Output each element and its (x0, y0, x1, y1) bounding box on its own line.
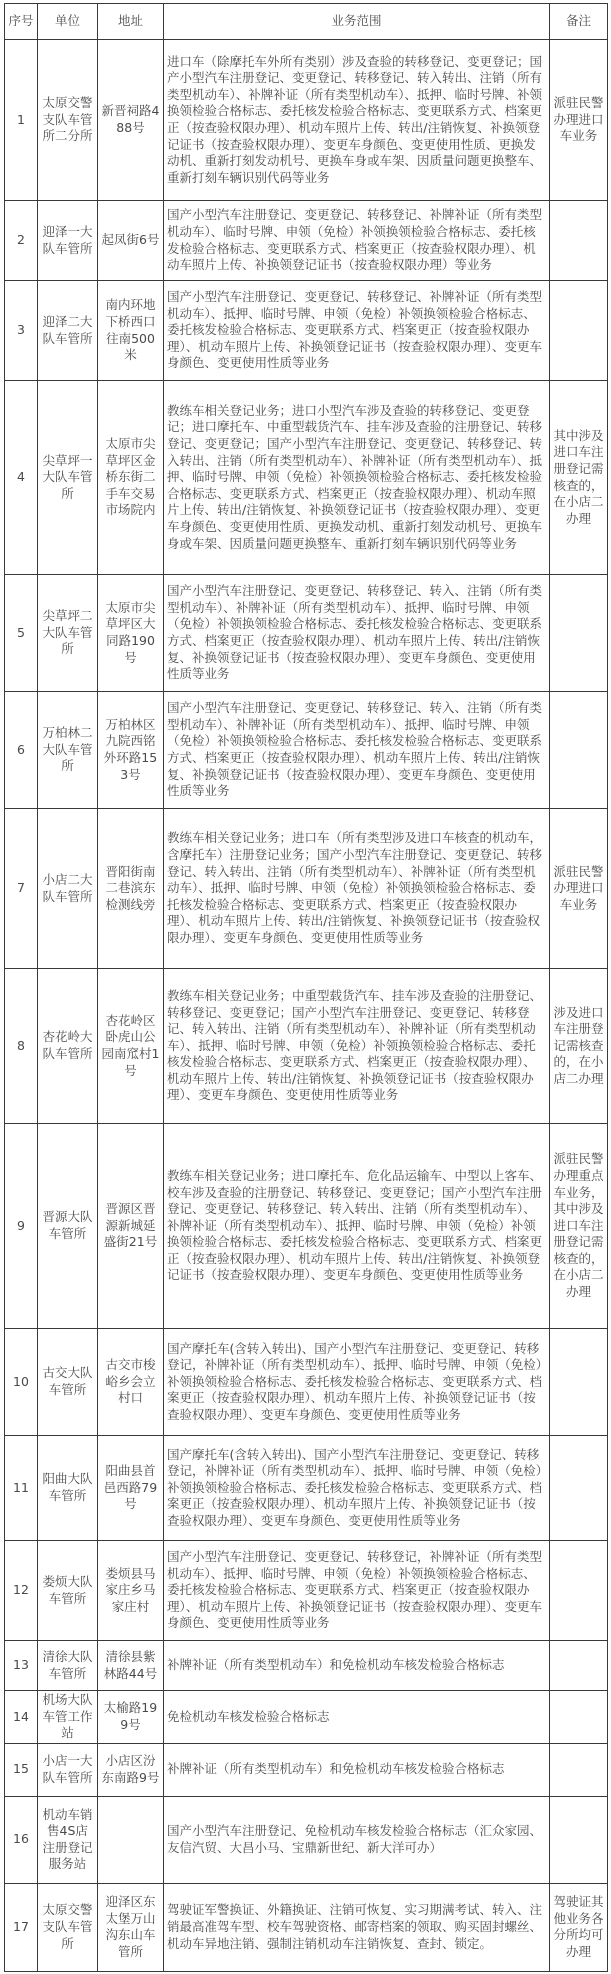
row-number-cell: 10 (5, 1329, 38, 1436)
header-note: 备注 (550, 4, 608, 40)
business-scope-cell: 国产摩托车(含转入转出)、国产小型汽车注册登记、变更登记、转移登记，补牌补证（所有类型机动车）、抵押、临时号牌、申领（免检）补领换领检验合格标志、委托核发检验合格标志、变更联系方式、档案更正（按查验权限办理）、机动车照片上传、补换领登记证书（按查验权限办理）、变更车身颜色、变更使用性质等业务 (164, 1329, 550, 1436)
business-scope-cell: 免检机动车核发检验合格标志 (164, 1691, 550, 1744)
address-cell: 南内环地下桥西口往南500米 (98, 281, 164, 381)
address-cell: 太榆路199号 (98, 1691, 164, 1744)
business-scope-cell: 补牌补证（所有类型机动车）和免检机动车核发检验合格标志 (164, 1641, 550, 1691)
remark-cell (550, 201, 608, 281)
unit-name-cell: 万柏林二大队车管所 (38, 692, 98, 809)
table-row (5, 1124, 608, 1329)
remark-cell (550, 281, 608, 381)
table-row (5, 40, 608, 201)
table-row (5, 1691, 608, 1744)
table-row (5, 1641, 608, 1691)
table-row (5, 201, 608, 281)
row-number-cell: 3 (5, 281, 38, 381)
address-cell: 晋源区晋源新城延盛街21号 (98, 1124, 164, 1329)
row-number-cell: 1 (5, 40, 38, 201)
business-scope-cell: 教练车相关登记业务；进口车（所有类型涉及进口车核查的机动车，含摩托车）注册登记业务；国产小型汽车注册登记、变更登记、转移登记、转入转出、注销（所有类型机动车）、补牌补证（所有类型机动车）、抵押、临时号牌、申领（免检）补领换领检验合格标志、委托核发检验合格标志、变更联系方式、档案更正（按查验权限办理）、机动车照片上传、转出/注销恢复、补换领登记证书（按查验权限办理）、变更车身颜色、变更使用性质等业务 (164, 809, 550, 969)
business-scope-cell: 国产小型汽车注册登记、变更登记、转移登记、补牌补证（所有类型机动车）、临时号牌、申领（免检）补领换领检验合格标志、委托核发检验合格标志、变更联系方式、档案更正（按查验权限办理）、机动车照片上传、补换领登记证书（按查验权限办理）等业务 (164, 201, 550, 281)
business-scope-cell: 进口车（除摩托车外所有类别）涉及查验的转移登记、变更登记；国产小型汽车注册登记、变更登记、转移登记、转入转出、注销（所有类型机动车）、补牌补证（所有类型机动车）、抵押、临时号牌、补领换领检验合格标志、委托核发检验合格标志、变更联系方式、档案更正（按查验权限办理）、机动车照片上传、转出/注销恢复、补换领登记证书（按查验权限办理）、变更车身颜色、变更使用性质、更换发动机、重新打刻发动机号、更换车身或车架、因质量问题更换整车、重新打刻车辆识别代码等业务 (164, 40, 550, 201)
header-unit: 单位 (38, 4, 98, 40)
row-number-cell: 11 (5, 1436, 38, 1541)
remark-cell: 派驻民警办理进口车业务 (550, 809, 608, 969)
address-cell: 迎泽区东太堡万山沟东山车管所 (98, 1883, 164, 1971)
remark-cell (550, 1796, 608, 1883)
row-number-cell: 2 (5, 201, 38, 281)
header-address: 地址 (98, 4, 164, 40)
business-scope-cell: 国产小型汽车注册登记、变更登记、转移登记、转入、注销（所有类型机动车）、补牌补证（所有类型机动车）、抵押、临时号牌、申领（免检）补领换领检验合格标志、委托核发检验合格标志、变更联系方式、档案更正（按查验权限办理）、机动车照片上传、转出/注销恢复、补换领登记证书（按查验权限办理）、变更车身颜色、变更使用性质等业务 (164, 692, 550, 809)
table-body (5, 40, 608, 1972)
address-cell: 起凤街6号 (98, 201, 164, 281)
remark-cell: 派驻民警办理重点车业务，其中涉及进口车注册登记需核查的，在小店二办理 (550, 1124, 608, 1329)
row-number-cell: 13 (5, 1641, 38, 1691)
remark-cell (550, 1641, 608, 1691)
unit-name-cell: 娄烦大队车管所 (38, 1541, 98, 1641)
table-row (5, 1329, 608, 1436)
header-scope: 业务范围 (164, 4, 550, 40)
remark-cell (550, 692, 608, 809)
business-scope-cell: 国产小型汽车注册登记、免检机动车核发检验合格标志（汇众家园、友信汽贸、大昌小马、宝鼎新世纪、新大洋可办） (164, 1796, 550, 1883)
remark-cell (550, 1743, 608, 1796)
unit-name-cell: 古交大队车管所 (38, 1329, 98, 1436)
business-scope-cell: 国产摩托车(含转入转出)、国产小型汽车注册登记、变更登记、转移登记，补牌补证（所有类型机动车）、抵押、临时号牌、申领（免检）补领换领检验合格标志、委托核发检验合格标志、变更联系方式、档案更正（按查验权限办理）、机动车照片上传、补换领登记证书（按查验权限办理）、变更车身颜色、变更使用性质等业务 (164, 1436, 550, 1541)
table-row (5, 1541, 608, 1641)
unit-name-cell: 太原交警支队车管所二分所 (38, 40, 98, 201)
address-cell: 杏花岭区卧虎山公园南窊村1号 (98, 969, 164, 1124)
address-cell: 新晋祠路488号 (98, 40, 164, 201)
unit-name-cell: 阳曲大队车管所 (38, 1436, 98, 1541)
address-cell (98, 1796, 164, 1883)
remark-cell (550, 1329, 608, 1436)
unit-name-cell: 迎泽二大队车管所 (38, 281, 98, 381)
unit-name-cell: 小店一大队车管所 (38, 1743, 98, 1796)
row-number-cell: 7 (5, 809, 38, 969)
row-number-cell: 6 (5, 692, 38, 809)
unit-name-cell: 尖草坪二大队车管所 (38, 575, 98, 692)
business-scope-cell: 教练车相关登记业务；进口小型汽车涉及查验的转移登记、变更登记；进口摩托车、中重型载货汽车、挂车涉及查验的注册登记、转移登记、变更登记；国产小型汽车注册登记、变更登记、转移登记、转入转出、注销（所有类型机动车）、补牌补证（所有类型机动车）、抵押、临时号牌、申领（免检）补领换领检验合格标志、委托核发检验合格标志、变更联系方式、档案更正（按查验权限办理）、机动车照片上传、转出/注销恢复、补换领登记证书（按查验权限办理）、变更车身颜色、变更使用性质、更换发动机、重新打刻发动机号、更换车身或车架、因质量问题更换整车、重新打刻车辆识别代码等业务 (164, 381, 550, 575)
business-scope-cell: 教练车相关登记业务；进口摩托车、危化品运输车、中型以上客车、校车涉及查验的注册登记、转移登记、变更登记；国产小型汽车注册登记、变更登记、转移登记、转入转出、注销（所有类型机动车）、补牌补证（所有类型机动车）、抵押、临时号牌、申领（免检）补领换领检验合格标志、委托核发检验合格标志、变更联系方式、档案更正（按查验权限办理）、机动车照片上传、转出/注销恢复、补换领登记证书（按查验权限办理）、变更车身颜色、变更使用性质等业务 (164, 1124, 550, 1329)
row-number-cell: 8 (5, 969, 38, 1124)
table-row (5, 1796, 608, 1883)
address-cell: 太原市尖草坪区大同路190号 (98, 575, 164, 692)
row-number-cell: 15 (5, 1743, 38, 1796)
remark-cell (550, 1541, 608, 1641)
address-cell: 万柏林区九院西铭外环路153号 (98, 692, 164, 809)
address-cell: 小店区汾东南路9号 (98, 1743, 164, 1796)
row-number-cell: 5 (5, 575, 38, 692)
address-cell: 清徐县紫林路44号 (98, 1641, 164, 1691)
remark-cell: 涉及进口车注册登记需核查的，在小店二办理 (550, 969, 608, 1124)
table-row (5, 1883, 608, 1971)
table-row (5, 809, 608, 969)
remark-cell: 派驻民警办理进口车业务 (550, 40, 608, 201)
row-number-cell: 17 (5, 1883, 38, 1971)
row-number-cell: 4 (5, 381, 38, 575)
table-row (5, 1743, 608, 1796)
business-scope-cell: 国产小型汽车注册登记、变更登记、转移登记，补牌补证（所有类型机动车）、抵押、临时号牌、申领（免检）补领换领检验合格标志、委托核发检验合格标志、变更联系方式、档案更正（按查验权限办理）、机动车照片上传、补换领登记证书（按查验权限办理）、变更车身颜色、变更使用性质等业务 (164, 1541, 550, 1641)
table-row (5, 381, 608, 575)
table-header-row (5, 4, 608, 40)
unit-name-cell: 太原交警支队车管所 (38, 1883, 98, 1971)
address-cell: 太原市尖草坪区金桥东街二手车交易市场院内 (98, 381, 164, 575)
unit-name-cell: 机场大队车管工作站 (38, 1691, 98, 1744)
unit-name-cell: 晋源大队车管所 (38, 1124, 98, 1329)
address-cell: 娄烦县马家庄乡马家庄村 (98, 1541, 164, 1641)
table-row (5, 1436, 608, 1541)
remark-cell: 驾驶证其他业务各分所均可办理 (550, 1883, 608, 1971)
vehicle-office-table (4, 3, 608, 1972)
business-scope-cell: 驾驶证军警换证、外籍换证、注销可恢复、实习期满考试、转入、注销最高准驾车型、校车驾驶资格、邮寄档案的领取、购买固封螺丝、机动车异地注销、强制注销机动车注销恢复、查封、锁定。 (164, 1883, 550, 1971)
row-number-cell: 12 (5, 1541, 38, 1641)
business-scope-cell: 国产小型汽车注册登记、变更登记、转移登记、补牌补证（所有类型机动车）、抵押、临时号牌、申领（免检）补领换领检验合格标志、委托核发检验合格标志、变更联系方式、档案更正（按查验权限办理）、机动车照片上传、补换领登记证书（按查验权限办理）、变更车身颜色、变更使用性质等业务 (164, 281, 550, 381)
remark-cell (550, 1691, 608, 1744)
business-scope-cell: 国产小型汽车注册登记、变更登记、转移登记、转入、注销（所有类型机动车）、补牌补证（所有类型机动车）、抵押、临时号牌、申领（免检）补领换领检验合格标志、委托核发检验合格标志、变更联系方式、档案更正（按查验权限办理）、机动车照片上传、转出/注销恢复、补换领登记证书（按查验权限办理）、变更车身颜色、变更使用性质等业务 (164, 575, 550, 692)
unit-name-cell: 杏花岭大队车管所 (38, 969, 98, 1124)
row-number-cell: 16 (5, 1796, 38, 1883)
business-scope-cell: 补牌补证（所有类型机动车）和免检机动车核发检验合格标志 (164, 1743, 550, 1796)
business-scope-cell: 教练车相关登记业务；中重型载货汽车、挂车涉及查验的注册登记、转移登记、变更登记；国产小型汽车注册登记、变更登记、转移登记、转入转出、注销（所有类型机动车）、补牌补证（所有类型机动车）、抵押、临时号牌、申领（免检）补领换领检验合格标志、委托核发检验合格标志、变更联系方式、档案更正（按查验权限办理）、机动车照片上传、转出/注销恢复、补换领登记证书（按查验权限办理）、变更车身颜色、变更使用性质等业务 (164, 969, 550, 1124)
remark-cell (550, 1436, 608, 1541)
unit-name-cell: 机动车销售4S店注册登记服务站 (38, 1796, 98, 1883)
table-row (5, 692, 608, 809)
table-row (5, 969, 608, 1124)
address-cell: 晋阳街南二巷滨东检测线旁 (98, 809, 164, 969)
unit-name-cell: 迎泽一大队车管所 (38, 201, 98, 281)
table-row (5, 575, 608, 692)
header-no: 序号 (5, 4, 38, 40)
remark-cell: 其中涉及进口车注册登记需核查的，在小店二办理 (550, 381, 608, 575)
address-cell: 阳曲县首邑西路79号 (98, 1436, 164, 1541)
row-number-cell: 9 (5, 1124, 38, 1329)
unit-name-cell: 清徐大队车管所 (38, 1641, 98, 1691)
row-number-cell: 14 (5, 1691, 38, 1744)
remark-cell (550, 575, 608, 692)
unit-name-cell: 小店二大队车管所 (38, 809, 98, 969)
address-cell: 古交市梭峪乡会立村口 (98, 1329, 164, 1436)
table-row (5, 281, 608, 381)
unit-name-cell: 尖草坪一大队车管所 (38, 381, 98, 575)
